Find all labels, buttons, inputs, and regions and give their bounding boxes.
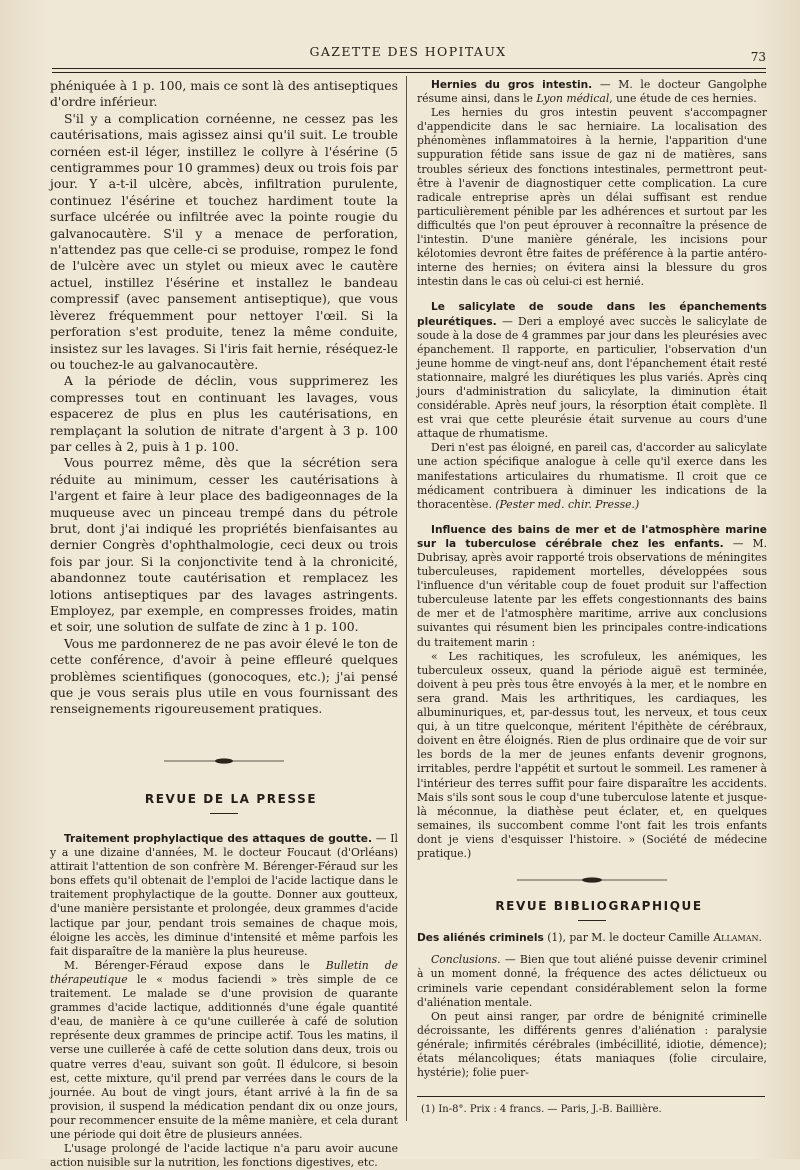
- article-text: « Les rachitiques, les scrofuleux, les anémiques, les tuberculeux osseux, quand la période aiguë est terminée, doivent à peu près tous être envoyés à la mer, et le nombre en sera grand. Mais les arthritiques, les cardiaques, les albuminuriques, et, par-dessus tout, les nerveux, et tous ceux qui, à un titre quelconque, méritent l'épithète de cérébraux, doivent en être éloignés. Rien de plus ordinaire que de voir sur les bords de la mer de jeunes enfants devenir grognons, irritables, perdre l'appétit et surtout le sommeil. Les ramener à l'intérieur des terres suffit pour faire disparaître les accidents. Mais s'ils sont sous le coup d'une tuberculose latente et jusque-là méconnue, la diathèse peut éclater, et, en quelques semaines, ils succombent comme l'ont fait les trois enfants dont je viens d'esquisser l'histoire. » (Société de médecine pratique.): [417, 649, 767, 860]
- page-header: [48, 44, 768, 64]
- article-goutte: [50, 832, 398, 1170]
- article-text: — Bien que tout aliéné puisse devenir criminel à un moment donné, la fréquence des actes délictueux ou criminels varie cependant considérablement selon la forme d'aliénation mentale.: [417, 953, 767, 1009]
- article-alienes: [417, 931, 767, 1080]
- article-text: M. Bérenger-Féraud expose dans le: [64, 958, 310, 972]
- article-heading: Le salicylate de soude dans les épanchements pleurétiques.: [417, 301, 767, 328]
- header-rule-thin: [52, 72, 766, 73]
- article-heading: Des aliénés criminels: [417, 932, 544, 945]
- article-heading: Hernies du gros intestin.: [431, 79, 593, 91]
- article-heading: Influence des bains de mer et de l'atmosphère marine sur la tuberculose cérébrale chez les enfants.: [417, 523, 767, 550]
- paragraph: Vous me pardonnerez de ne pas avoir élevé le ton de cette conférence, d'avoir à peine effleuré quelques problèmes scientifiques (gonocoques, etc.); j'ai pensé que je vous serais plus utile en vous fournissant des renseignements rigoureusement pratiques.: [50, 635, 398, 717]
- conclusions-label: Conclusions.: [431, 953, 501, 967]
- footnote: (1) In-8°. Prix : 4 francs. — Paris, J.-B. Baillière.: [421, 1104, 662, 1116]
- footnote-rule: [417, 1096, 765, 1097]
- article-text: , une étude de ces hernies.: [609, 92, 757, 106]
- lecture-continuation: [50, 78, 398, 718]
- article-text: — Deri a employé avec succès le salicylate de soude à la dose de 4 grammes par jour dans les pleurésies avec épanchement. Il rapporte, en particulier, l'observation d'un jeune homme de vingt-neuf ans, dont l'épanchement était resté stationnaire, malgré les diurétiques les plus variés. Après cinq jours d'administration du salicylate, la diminution était considérable. Après neuf jours, la résorption était complète. Il est vrai que cette pleurésie était survenue au cours d'une attaque de rhumatisme.: [417, 314, 767, 441]
- journal-name: Bulletin de thérapeutique: [50, 958, 398, 986]
- section-ornament: [517, 875, 667, 885]
- section-title: REVUE DE LA PRESSE: [144, 791, 318, 806]
- source-citation: (Pester med. chir. Presse.): [495, 497, 640, 511]
- page-number: 73: [750, 50, 766, 64]
- article-text: (1), par M. le docteur Camille: [547, 931, 710, 945]
- title-rule: [578, 920, 606, 921]
- author-name: Allaman.: [713, 931, 762, 945]
- article-text: — M. Dubrisay, après avoir rapporté trois observations de méningites tuberculeuses, rapidement mortelles, développées sous l'influence d'un véritable coup de fouet produit sur l'affection tuberculeuse latente par les effets congestionnants des bains de mer et de l'atmosphère maritime, arrive aux conclusions suivantes qui résument bien les principales contre-indications du traitement marin :: [417, 536, 768, 649]
- paragraph: A la période de déclin, vous supprimerez les compresses tout en continuant les lavages, vous espacerez de plus en plus les cautérisations, en remplaçant la solution de nitrate d'argent à 3 p. 100 par celles à 2, puis à 1 p. 100.: [50, 373, 398, 454]
- right-column: [417, 78, 767, 1116]
- article-text: Deri n'est pas éloigné, en pareil cas, d'accorder au salicylate une action spécifique analogue à celle qu'il exerce dans les manifestations articulaires du rhumatisme. Il croit que ce médicament contribuera à diminuer les indications de la thoracentèse.: [417, 441, 767, 511]
- article-text: L'usage prolongé de l'acide lactique n'a paru avoir aucune action nuisible sur la nutrition, les fonctions digestives, etc.: [50, 1142, 398, 1170]
- column-separator: [406, 76, 407, 1121]
- section-title: REVUE BIBLIOGRAPHIQUE: [495, 899, 703, 914]
- article-heading: Traitement prophylactique des attaques de goutte.: [64, 833, 372, 845]
- paragraph: S'il y a complication cornéenne, ne cessez pas les cautérisations, mais agissez ainsi qu'il suit. Le trouble cornéen est-il léger, instillez le collyre à l'ésérine (5 centigrammes pour 10 grammes) deux ou trois fois par jour. Y a-t-il ulcère, abcès, infiltration purulente, continuez l'ésérine et touchez hardiment toute la surface ulcérée ou infiltrée avec la pointe rougie du galvanocautère. S'il y a menace de perforation, n'attendez pas que celle-ci se produise, rompez le fond de l'ulcère avec un stylet ou mieux avec le cautère actuel, instillez l'ésérine et installez le bandeau compressif (avec pansement antiseptique), que vous lèverez fréquemment pour nettoyer l'œil. Si la perforation s'est produite, tenez la même conduite, insistez sur les lavages. Si l'iris fait hernie, réséquez-le ou touchez-le au galvanocautère.: [50, 110, 398, 372]
- left-column: [50, 78, 398, 1170]
- article-text: — M. le docteur Gangolphe résume ainsi, dans le: [417, 78, 767, 106]
- header-rule-thick: [52, 68, 766, 69]
- article-text: — Il y a une dizaine d'années, M. le docteur Foucaut (d'Orléans) attirait l'attention de son confrère M. Bérenger-Féraud sur les bons effets qu'il obtenait de l'emploi de l'acide lactique dans le traitement prophylactique de la goutte. Donner aux goutteux, d'une manière persistante et prolongée, deux grammes d'acide lactique par jour, pendant trois semaines de chaque mois, éloigne les accès, les diminue d'intensité et même parfois les fait disparaître de la manière la plus heureuse.: [50, 832, 398, 958]
- article-salicylate: [417, 300, 767, 511]
- journal-name: Lyon médical: [536, 92, 610, 106]
- paragraph: phéniquée à 1 p. 100, mais ce sont là des antiseptiques d'ordre inférieur.: [50, 78, 398, 110]
- paragraph: Vous pourrez même, dès que la sécrétion sera réduite au minimum, cesser les cautérisations à l'argent et faire à leur place des badigeonnages de la muqueuse avec un pinceau trempé dans du pétrole brut, dont j'ai indiqué les propriétés bienfaisantes au dernier Congrès d'ophthalmologie, ceci deux ou trois fois par jour. Si la conjonctivite tend à la chronicité, abandonnez toute cautérisation et remplacez les lotions antiseptiques par des lavages astringents. Employez, par exemple, en compresses froides, matin et soir, une solution de sulfate de zinc à 1 p. 100.: [50, 455, 398, 635]
- article-hernies: [417, 78, 767, 289]
- article-text: On peut ainsi ranger, par ordre de bénignité criminelle décroissante, les différents genres d'aliénation : paralysie générale; infirmités cérébrales (imbécillité, idiotie, démence); états mélancoliques; états maniaques (folie circulaire, hystérie); folie puer-: [417, 1009, 767, 1080]
- article-bains-de-mer: [417, 523, 767, 861]
- title-rule: [210, 813, 238, 814]
- article-text: Les hernies du gros intestin peuvent s'accompagner d'appendicite dans le sac herniaire. La localisation des phénomènes inflammatoires à la hernie, l'apparition d'une suppuration fétide sans issue de gaz ni de matières, sans troubles sérieux des fonctions intestinales, permettront peut-être à l'avenir de diagnostiquer cette complication. La cure radicale entreprise après un délai suffisant est rendue particulièrement pénible par les adhérences et surtout par les difficultés que l'on peut éprouver à reconnaître la présence de l'intestin. D'une manière générale, les incisions pour kélotomies devront être faites de préférence à la partie antéro-interne des hernies; on évitera ainsi la blessure du gros intestin dans le cas où celui-ci est hernié.: [417, 106, 767, 289]
- section-ornament: [164, 756, 284, 766]
- article-text: le « modus faciendi » très simple de ce traitement. Le malade se d'une provision de quarante grammes d'acide lactique, additionnés d'une égale quantité d'eau, de manière à ce qu'une cuillerée à café de solution représente deux grammes de principe actif. Tous les matins, il verse une cuillerée à café de cette solution dans deux, trois ou quatre verres d'eau, suivant son goût. Il édulcore, si besoin est, cette mixture, qu'il prend par verrées dans le cours de la journée. Au bout de vingt jours, étant arrivé à la fin de sa provision, il suspend la médication pendant dix ou onze jours, pour recommencer ensuite de la même manière, et cela durant une période qui doit être de plusieurs années.: [50, 972, 399, 1141]
- journal-title: GAZETTE DES HOPITAUX: [309, 44, 507, 59]
